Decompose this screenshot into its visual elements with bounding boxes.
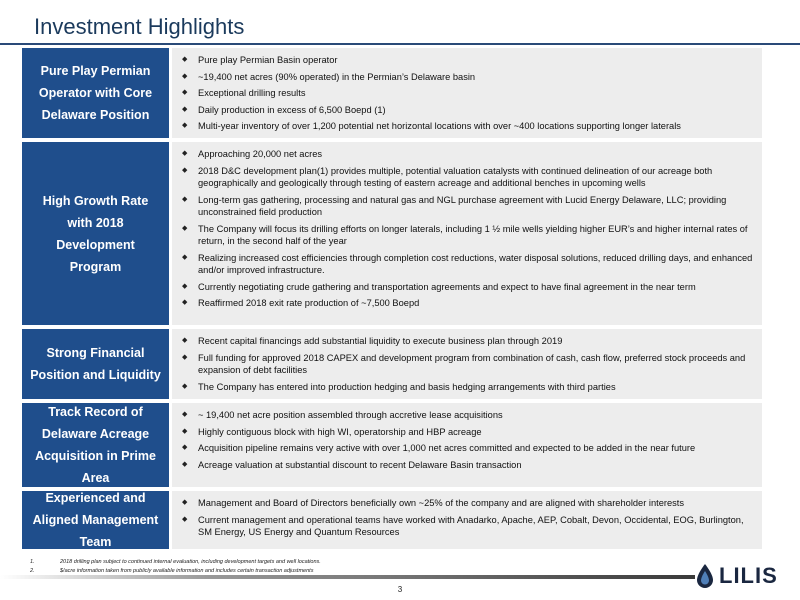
- diamond-bullet-icon: ◆: [182, 166, 188, 174]
- diamond-bullet-icon: ◆: [182, 56, 188, 63]
- bullet-item: ◆ 2018 D&C development plan(1) provides multiple, potential valuation catalysts with continued delineation of our acreage both geographically and geologically through testing of eastern acreage and additional benches in upcoming wells: [182, 165, 713, 188]
- bullet-item: ◆ ~19,400 net acres (90% operated) in the Permian’s Delaware basin: [182, 71, 476, 82]
- bullet-item: ◆ Reaffirmed 2018 exit rate production of ~7,500 Boepd: [182, 298, 420, 308]
- diamond-bullet-icon: ◆: [182, 515, 188, 523]
- footnotes: [30, 558, 321, 576]
- drop-logo-icon: [695, 563, 715, 589]
- footer-bar: [0, 575, 695, 579]
- row-label: Pure Play Permian Operator with Core Delaware Position: [22, 48, 169, 138]
- diamond-bullet-icon: ◆: [182, 460, 188, 468]
- bullet-item: ◆ Multi-year inventory of over 1,200 potential net horizontal locations with over ~400 locations supporting longer laterals: [182, 121, 681, 131]
- company-logo: [695, 563, 778, 589]
- bullet-item: ◆ Management and Board of Directors beneficially own ~25% of the company and are aligned with shareholder interests: [182, 498, 685, 508]
- bullet-item: ◆ Full funding for approved 2018 CAPEX and development program from combination of cash, cash flow, preferred stock proceeds and expansion of debt facilities: [182, 352, 746, 375]
- bullet-item: ◆ Long-term gas gathering, processing and natural gas and NGL purchase agreement with Lucid Energy Delaware, LLC; providing unconstrained field production: [182, 194, 727, 217]
- diamond-bullet-icon: ◆: [182, 299, 188, 306]
- diamond-bullet-icon: ◆: [182, 105, 188, 113]
- bullet-item: ◆ Currently negotiating crude gathering and transportation agreements and expect to have final agreement in the near term: [182, 281, 696, 292]
- footnote: 2. $/acre information taken from publicly available information and includes certain transaction adjustments: [30, 568, 314, 574]
- logo-text: LILIS: [719, 563, 778, 588]
- diamond-bullet-icon: ◆: [182, 224, 188, 232]
- footnote: 1. 2018 drilling plan subject to continued internal evaluation, including development targets and well locations.: [30, 559, 321, 565]
- highlight-row: [22, 142, 762, 325]
- row-content: [172, 491, 762, 549]
- diamond-bullet-icon: ◆: [182, 72, 188, 80]
- row-content: [172, 329, 762, 399]
- row-content: [172, 403, 762, 487]
- bullet-item: ◆ Daily production in excess of 6,500 Boepd (1): [182, 104, 386, 115]
- bullet-item: ◆ Highly contiguous block with high WI, operatorship and HBP acreage: [182, 426, 482, 437]
- diamond-bullet-icon: ◆: [182, 89, 188, 96]
- diamond-bullet-icon: ◆: [182, 122, 188, 129]
- diamond-bullet-icon: ◆: [182, 195, 188, 203]
- bullet-item: ◆ The Company will focus its drilling efforts on longer laterals, including 1 ½ mile wells yielding higher EUR’s and higher internal rates of return, in the second half of the year: [182, 223, 748, 246]
- highlight-row: [22, 329, 762, 399]
- page-number: 3: [397, 585, 403, 594]
- row-label: Experienced and Aligned Management Team: [22, 491, 169, 549]
- row-label: Strong Financial Position and Liquidity: [22, 329, 169, 399]
- highlights-table: [22, 48, 762, 553]
- highlight-row: [22, 403, 762, 487]
- diamond-bullet-icon: ◆: [182, 444, 188, 451]
- highlight-row: [22, 491, 762, 549]
- bullet-item: ◆ The Company has entered into production hedging and basis hedging arrangements with third parties: [182, 381, 616, 392]
- bullet-item: ◆ Exceptional drilling results: [182, 88, 306, 98]
- diamond-bullet-icon: ◆: [182, 353, 188, 361]
- bullet-item: ◆ Acquisition pipeline remains very active with over 1,000 net acres committed and expected to be added in the near future: [182, 443, 696, 453]
- bullet-item: ◆ Acreage valuation at substantial discount to recent Delaware Basin transaction: [182, 459, 522, 470]
- bullet-item: ◆ ~ 19,400 net acre position assembled through accretive lease acquisitions: [182, 410, 503, 420]
- row-label: High Growth Rate with 2018 Development Program: [22, 142, 169, 325]
- diamond-bullet-icon: ◆: [182, 499, 188, 506]
- diamond-bullet-icon: ◆: [182, 253, 188, 261]
- bullet-item: ◆ Realizing increased cost efficiencies through completion cost reductions, water disposal solutions, reduced drilling days, and enhanced and/or improved infrastructure.: [182, 252, 753, 275]
- diamond-bullet-icon: ◆: [182, 382, 188, 390]
- diamond-bullet-icon: ◆: [182, 411, 188, 418]
- row-label: Track Record of Delaware Acreage Acquisition in Prime Area: [22, 403, 169, 487]
- row-content: [172, 48, 762, 138]
- diamond-bullet-icon: ◆: [182, 150, 188, 157]
- diamond-bullet-icon: ◆: [182, 337, 188, 344]
- bullet-item: ◆ Recent capital financings add substantial liquidity to execute business plan through 2019: [182, 336, 563, 346]
- row-content: [172, 142, 762, 325]
- bullet-item: ◆ Approaching 20,000 net acres: [182, 149, 323, 159]
- title-divider: [0, 43, 800, 45]
- diamond-bullet-icon: ◆: [182, 427, 188, 435]
- page-title: Investment Highlights: [34, 14, 245, 39]
- highlight-row: [22, 48, 762, 138]
- bullet-item: ◆ Current management and operational teams have worked with Anadarko, Apache, AEP, Cobalt, Devon, Occidental, EOG, Burlington, SM Energy, US Energy and Quantum Resources: [182, 514, 744, 537]
- bullet-item: ◆ Pure play Permian Basin operator: [182, 55, 338, 65]
- diamond-bullet-icon: ◆: [182, 282, 188, 290]
